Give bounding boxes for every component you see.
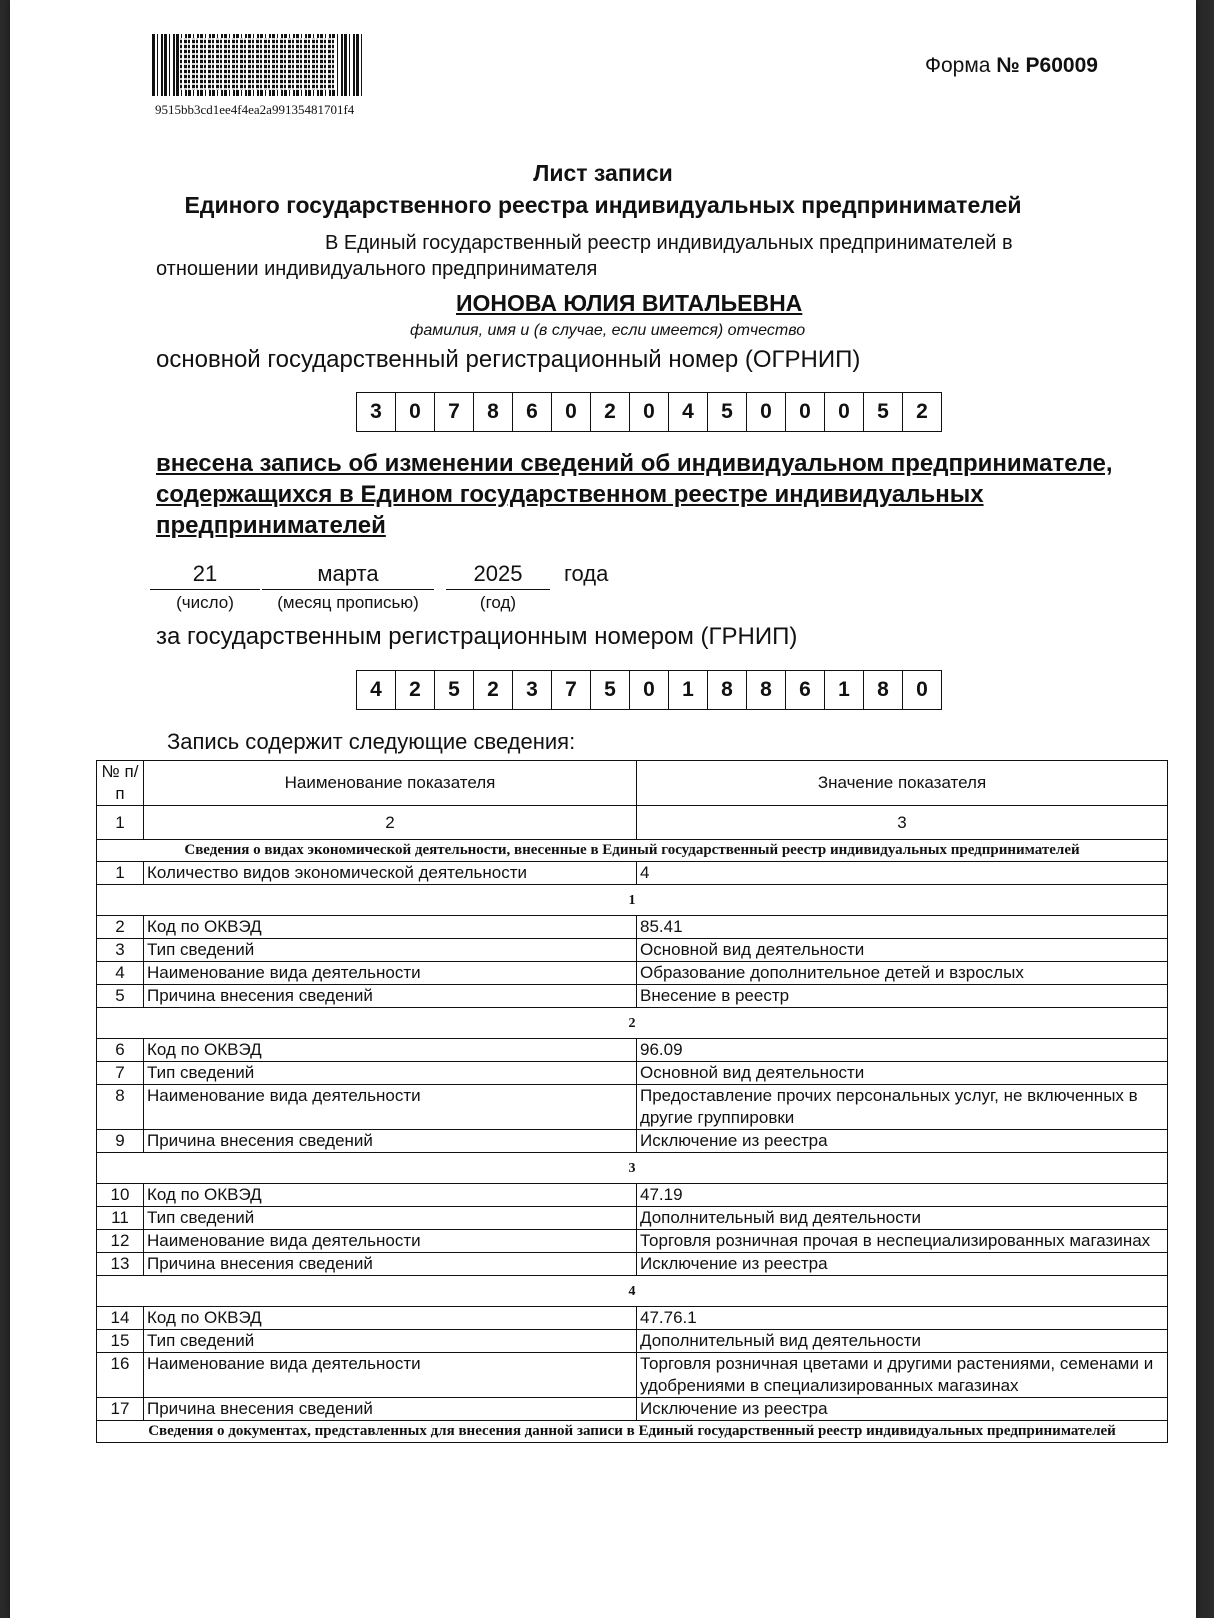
table-row: [97, 962, 1168, 985]
row-name: Код по ОКВЭД: [144, 1184, 637, 1207]
table-row: [97, 1307, 1168, 1330]
digit-cell: 0: [629, 393, 668, 431]
row-number: 10: [97, 1184, 144, 1207]
digit-cell: 7: [551, 671, 590, 709]
section-row: [97, 1421, 1168, 1443]
row-name: Причина внесения сведений: [144, 985, 637, 1008]
ogrnip-label: основной государственный регистрационный номер (ОГРНИП): [156, 346, 861, 373]
table-row: [97, 1207, 1168, 1230]
row-value: 96.09: [637, 1039, 1168, 1062]
table-row: [97, 1184, 1168, 1207]
digit-cell: 2: [395, 671, 434, 709]
digit-cell: 3: [512, 671, 551, 709]
digit-cell: 0: [629, 671, 668, 709]
colnum-2: 2: [144, 806, 637, 840]
ogrnip-digits: [356, 392, 942, 432]
digit-cell: 1: [668, 671, 707, 709]
row-name: Наименование вида деятельности: [144, 1085, 637, 1130]
digit-cell: 6: [785, 671, 824, 709]
title-line-1: Лист записи: [533, 160, 673, 186]
digit-cell: 4: [370, 678, 382, 701]
table-header-row: [97, 761, 1168, 806]
table-row: [97, 985, 1168, 1008]
table-row: [97, 1039, 1168, 1062]
person-fio: ИОНОВА ЮЛИЯ ВИТАЛЬЕВНА: [456, 290, 803, 316]
digit-cell: 0: [785, 393, 824, 431]
row-number: 1: [97, 862, 144, 885]
date-suffix: года: [564, 561, 609, 586]
row-name: Причина внесения сведений: [144, 1130, 637, 1153]
digit-cell: 8: [863, 671, 902, 709]
group-index: 3: [97, 1153, 1168, 1184]
date-year-caption: (год): [479, 593, 517, 612]
digit-cell: 5: [590, 671, 629, 709]
table-row: [97, 862, 1168, 885]
row-name: Наименование вида деятельности: [144, 1230, 637, 1253]
section-title-1: Сведения о видах экономической деятельности, внесенные в Единый государственный реестр индивидуальных предпринимателей: [97, 840, 1168, 862]
row-value: 47.76.1: [637, 1307, 1168, 1330]
document-sheet: [10, 0, 1196, 1618]
digit-cell: 0: [746, 393, 785, 431]
digit-cell: 3: [370, 400, 382, 423]
row-name: Наименование вида деятельности: [144, 962, 637, 985]
digit-cell: 0: [551, 393, 590, 431]
colnum-1: 1: [97, 806, 144, 840]
group-index: 2: [97, 1008, 1168, 1039]
row-value: Исключение из реестра: [637, 1130, 1168, 1153]
row-value: Исключение из реестра: [637, 1398, 1168, 1421]
digit-cell: 7: [434, 393, 473, 431]
date-day: 21: [150, 561, 260, 590]
row-name: Тип сведений: [144, 939, 637, 962]
row-number: 5: [97, 985, 144, 1008]
group-index: 1: [97, 885, 1168, 916]
digit-cell: 2: [590, 393, 629, 431]
digit-cell: 8: [473, 393, 512, 431]
group-index-row: [97, 1153, 1168, 1184]
row-name: Количество видов экономической деятельности: [144, 862, 637, 885]
row-number: 16: [97, 1353, 144, 1398]
table-row: [97, 1353, 1168, 1398]
section-row: [97, 840, 1168, 862]
barcode-image: [152, 34, 362, 96]
date-day-caption: (число): [176, 593, 234, 612]
contains-label: Запись содержит следующие сведения:: [167, 729, 576, 754]
row-value: 4: [637, 862, 1168, 885]
group-index: 4: [97, 1276, 1168, 1307]
date-year: 2025: [446, 561, 550, 590]
row-name: Тип сведений: [144, 1062, 637, 1085]
group-index-row: [97, 1276, 1168, 1307]
row-name: Причина внесения сведений: [144, 1398, 637, 1421]
digit-cell: 0: [395, 393, 434, 431]
intro-line-2: отношении индивидуального предпринимателя: [156, 258, 598, 280]
digit-cell: 8: [746, 671, 785, 709]
title-line-2: Единого государственного реестра индивидуальных предпринимателей: [184, 192, 1022, 218]
group-index-row: [97, 885, 1168, 916]
row-name: Тип сведений: [144, 1207, 637, 1230]
row-number: 12: [97, 1230, 144, 1253]
digit-cell: 6: [512, 393, 551, 431]
row-number: 8: [97, 1085, 144, 1130]
row-number: 13: [97, 1253, 144, 1276]
section-title-2: Сведения о документах, представленных для внесения данной записи в Единый государственный реестр индивидуальных предпринимателей: [97, 1421, 1168, 1443]
table-row: [97, 1253, 1168, 1276]
digit-cell: 1: [824, 671, 863, 709]
table-row: [97, 1085, 1168, 1130]
row-number: 17: [97, 1398, 144, 1421]
row-value: 47.19: [637, 1184, 1168, 1207]
digit-cell: 5: [434, 671, 473, 709]
table-colnum-row: [97, 806, 1168, 840]
row-number: 11: [97, 1207, 144, 1230]
row-value: Исключение из реестра: [637, 1253, 1168, 1276]
digit-cell: 4: [668, 393, 707, 431]
table-body: [97, 840, 1168, 1443]
records-table: [96, 760, 1168, 1443]
row-number: 9: [97, 1130, 144, 1153]
colnum-3: 3: [637, 806, 1168, 840]
table-row: [97, 1398, 1168, 1421]
table-row: [97, 916, 1168, 939]
row-name: Наименование вида деятельности: [144, 1353, 637, 1398]
row-value: Торговля розничная цветами и другими растениями, семенами и удобрениями в специализированных магазинах: [637, 1353, 1168, 1398]
digit-cell: 2: [902, 393, 941, 431]
intro-line-1: В Единый государственный реестр индивидуальных предпринимателей в: [325, 232, 1013, 254]
person-fio-caption: фамилия, имя и (в случае, если имеется) отчество: [410, 322, 806, 339]
digit-cell: 5: [707, 393, 746, 431]
row-value: Внесение в реестр: [637, 985, 1168, 1008]
group-index-row: [97, 1008, 1168, 1039]
row-number: 15: [97, 1330, 144, 1353]
digit-cell: 0: [824, 393, 863, 431]
form-number-value: № Р60009: [996, 54, 1098, 77]
row-value: Дополнительный вид деятельности: [637, 1207, 1168, 1230]
table-row: [97, 1230, 1168, 1253]
row-name: Код по ОКВЭД: [144, 916, 637, 939]
table-row: [97, 1062, 1168, 1085]
table-row: [97, 939, 1168, 962]
row-value: Предоставление прочих персональных услуг, не включенных в другие группировки: [637, 1085, 1168, 1130]
row-value: Образование дополнительное детей и взрослых: [637, 962, 1168, 985]
row-number: 4: [97, 962, 144, 985]
row-name: Код по ОКВЭД: [144, 1307, 637, 1330]
row-value: Основной вид деятельности: [637, 939, 1168, 962]
row-value: Торговля розничная прочая в неспециализированных магазинах: [637, 1230, 1168, 1253]
row-number: 14: [97, 1307, 144, 1330]
row-name: Тип сведений: [144, 1330, 637, 1353]
record-text: внесена запись об изменении сведений об индивидуальном предпринимателе, содержащихся в Едином государственном реестре индивидуальных предпринимателей: [156, 450, 1113, 539]
table-row: [97, 1330, 1168, 1353]
grnip-digits: [356, 670, 942, 710]
row-value: 85.41: [637, 916, 1168, 939]
digit-cell: 0: [902, 671, 941, 709]
row-number: 3: [97, 939, 144, 962]
header-value: Значение показателя: [637, 761, 1168, 806]
barcode-text: 9515bb3cd1ee4f4ea2a99135481701f4: [155, 102, 355, 117]
row-name: Причина внесения сведений: [144, 1253, 637, 1276]
row-value: Основной вид деятельности: [637, 1062, 1168, 1085]
grnip-label: за государственным регистрационным номером (ГРНИП): [156, 623, 798, 650]
digit-cell: 8: [707, 671, 746, 709]
row-name: Код по ОКВЭД: [144, 1039, 637, 1062]
table-row: [97, 1130, 1168, 1153]
header-num: № п/п: [97, 761, 144, 806]
digit-cell: 2: [473, 671, 512, 709]
digit-cell: 5: [863, 393, 902, 431]
date-month-caption: (месяц прописью): [277, 593, 419, 612]
date-month: марта: [262, 561, 434, 590]
row-number: 7: [97, 1062, 144, 1085]
row-number: 6: [97, 1039, 144, 1062]
header-name: Наименование показателя: [144, 761, 637, 806]
row-value: Дополнительный вид деятельности: [637, 1330, 1168, 1353]
row-number: 2: [97, 916, 144, 939]
form-number: [925, 54, 1098, 78]
form-number-prefix: Форма: [925, 54, 997, 77]
